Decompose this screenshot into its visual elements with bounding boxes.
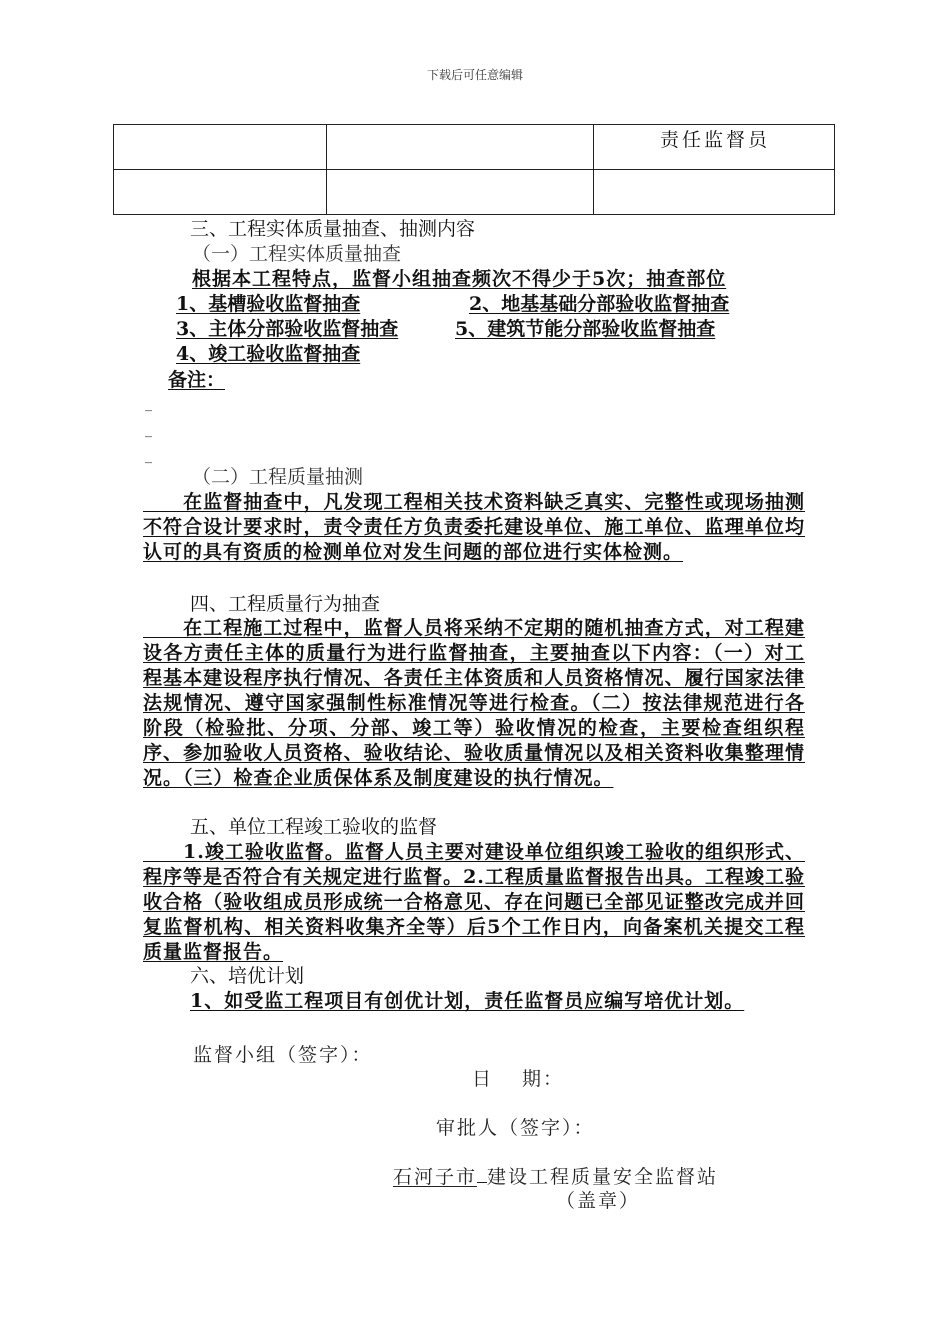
page-header: 下载后可任意编辑	[426, 68, 523, 82]
section3-sub2: （二）工程质量抽测	[192, 466, 364, 488]
completion-acceptance-paragraph: 1.竣工验收监督。监督人员主要对建设单位组织竣工验收的组织形式、程序等是否符合有关规定进行监督。2.工程质量监督报告出具。工程竣工验收合格（验收组成员形成统一合格意见、存在问题已全部见证整改完成并回复监督机构、相关资料收集齐全等）后5个工作日内，向备案机关提交工程质量监督报告。	[143, 841, 805, 963]
table-cell	[594, 170, 835, 215]
seal-label: （盖章）	[556, 1190, 641, 1212]
section6-text: 1、如受监工程项目有创优计划，责任监督员应编写培优计划。	[190, 990, 745, 1012]
group-signature-label: 监督小组（签字）：	[193, 1044, 373, 1066]
check-item: 3、主体分部验收监督抽查	[176, 318, 399, 340]
table-cell	[594, 125, 835, 170]
date-label: 日 期：	[472, 1068, 565, 1090]
remark-line: _	[145, 422, 152, 438]
section5-title: 五、单位工程竣工验收的监督	[190, 816, 438, 838]
check-item: 5、建筑节能分部验收监督抽查	[455, 318, 716, 340]
check-item: 4、竣工验收监督抽查	[176, 343, 361, 365]
remark-line: _	[145, 448, 152, 464]
station-name: 建设工程质量安全监督站	[487, 1166, 719, 1188]
section3-intro: 根据本工程特点，监督小组抽查频次不得少于5次；抽查部位	[192, 268, 727, 290]
section6-title: 六、培优计划	[190, 965, 305, 987]
remarks-label: 备注：	[168, 369, 226, 391]
responsible-supervisor-label: 责任监督员	[660, 129, 771, 151]
city-name: 石河子市	[393, 1166, 478, 1188]
table-cell	[327, 125, 594, 170]
check-item: 1、基槽验收监督抽查	[176, 293, 361, 315]
table-cell	[114, 125, 327, 170]
section4-title: 四、工程质量行为抽查	[190, 593, 381, 615]
check-item: 2、地基基础分部验收监督抽查	[469, 293, 730, 315]
table-cell	[114, 170, 327, 215]
section3-title: 三、工程实体质量抽查、抽测内容	[190, 218, 476, 240]
table-cell	[327, 170, 594, 215]
behavior-check-paragraph: 在工程施工过程中，监督人员将采纳不定期的随机抽查方式，对工程建设各方责任主体的质量行为进行监督抽查，主要抽查以下内容：（一）对工程基本建设程序执行情况、各责任主体资质和人员资格情况、履行国家法律法规情况、遵守国家强制性标准情况等进行检查。（二）按法律规范进行各阶段（检验批、分项、分部、竣工等）验收情况的检查，主要检查组织程序、参加验收人员资格、验收结论、验收质量情况以及相关资料收集整理情况。（三）检查企业质保体系及制度建设的执行情况。	[143, 617, 805, 789]
sampling-test-paragraph: 在监督抽查中，凡发现工程相关技术资料缺乏真实、完整性或现场抽测不符合设计要求时，责令责任方负责委托建设单位、施工单位、监理单位均认可的具有资质的检测单位对发生问题的部位进行实体检测。	[143, 491, 805, 563]
approver-signature-label: 审批人（签字）：	[436, 1117, 595, 1139]
section3-sub1: （一）工程实体质量抽查	[192, 243, 402, 265]
remark-line: _	[145, 396, 152, 412]
city-underline-gap	[477, 1168, 487, 1183]
supervision-table	[113, 124, 835, 215]
